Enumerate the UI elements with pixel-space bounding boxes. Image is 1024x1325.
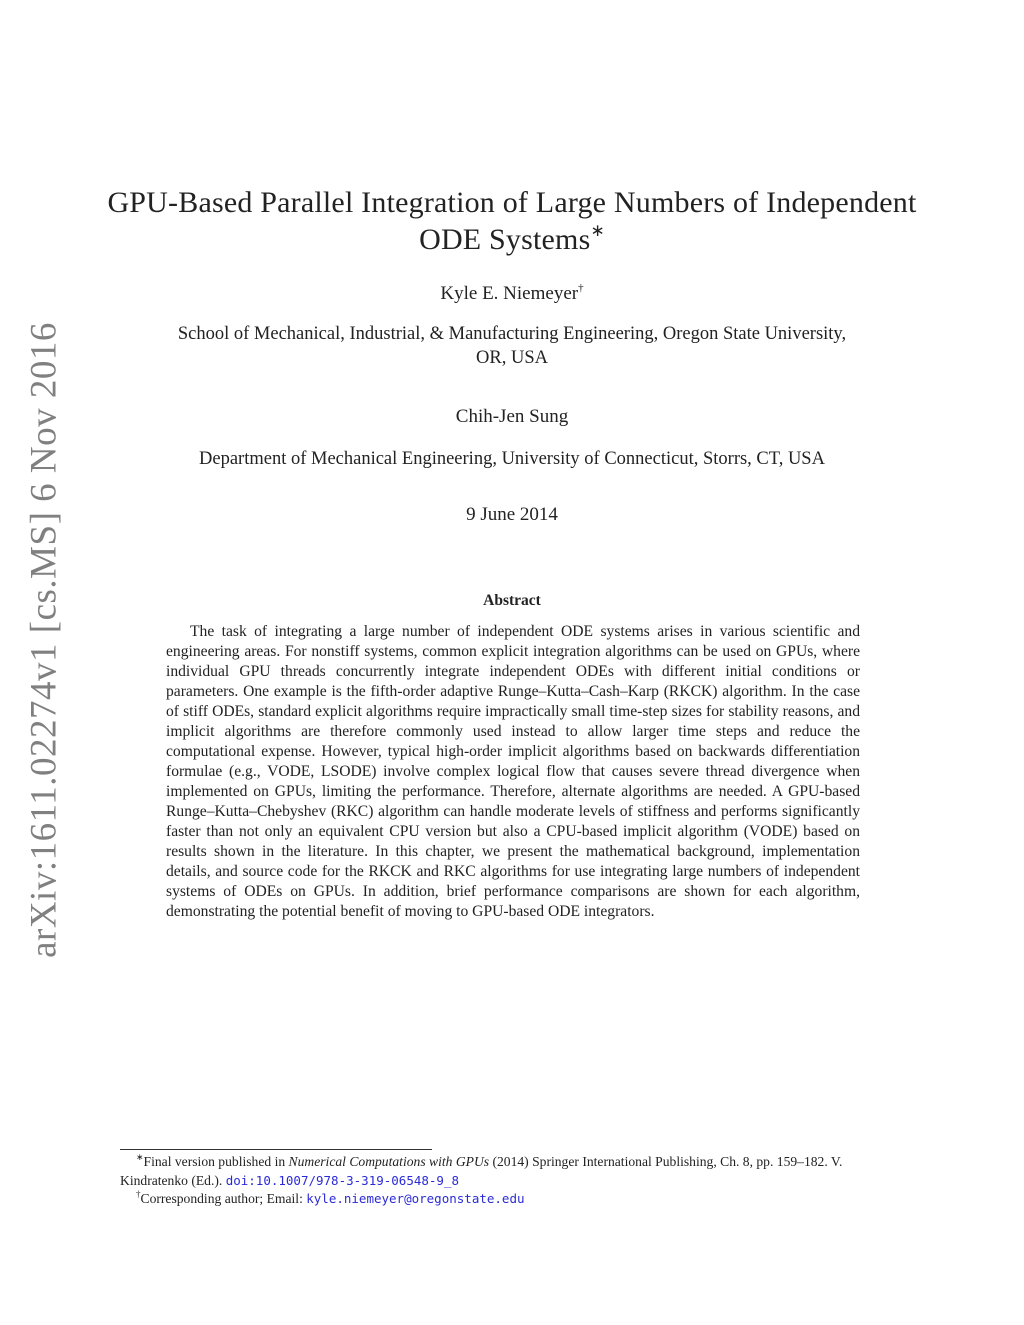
paper-title-line2 (0, 221, 1024, 258)
paper-title (0, 184, 1024, 258)
footnote-1 (120, 1153, 910, 1190)
author-1-name: Kyle E. Niemeyer (440, 283, 579, 304)
footnotes (120, 1153, 910, 1209)
arxiv-stamp-text: arXiv:1611.02274v1 [cs.MS] 6 Nov 2016 (23, 322, 65, 958)
footnote-1-prefix: Final version published in (143, 1154, 289, 1169)
abstract-body: The task of integrating a large number of independent ODE systems arises in various scientific and engineering areas. For nonstiff systems, common explicit integration algorithms can be used on GPUs, where individual GPU threads concurrently integrate independent ODEs with different initial conditions or parameters. One example is the fifth-order adaptive Runge–Kutta–Cash–Karp (RKCK) algorithm. In the case of stiff ODEs, standard explicit algorithms require impractically small time-step sizes for stability reasons, and implicit algorithms are therefore commonly used instead to allow larger time steps and reduce the computational expense. However, typical high-order implicit algorithms based on backwards differentiation formulae (e.g., VODE, LSODE) involve complex logical flow that causes severe thread divergence when implemented on GPUs, limiting the performance. Therefore, alternate algorithms are needed. A GPU-based Runge–Kutta–Chebyshev (RKC) algorithm can handle moderate levels of stiffness and performs significantly faster than not only an equivalent CPU version but also a CPU-based implicit algorithm (VODE) based on results shown in the literature. In this chapter, we present the mathematical background, implementation details, and source code for the RKCK and RKC algorithms for use integrating large numbers of independent systems of ODEs on GPUs. In addition, brief performance comparisons are shown for each algorithm, demonstrating the potential benefit of moving to GPU-based ODE integrators. (166, 623, 860, 920)
author-1 (0, 282, 1024, 306)
email-link[interactable]: kyle.niemeyer@oregonstate.edu (306, 1191, 525, 1206)
footnote-2-prefix: Corresponding author; Email: (140, 1191, 307, 1206)
footnote-1-mark: ∗ (136, 1152, 144, 1162)
author-1-affiliation (120, 322, 904, 370)
author-1-affiliation-line2: OR, USA (476, 348, 548, 368)
paper-title-line1: GPU-Based Parallel Integration of Large Numbers of Independent (107, 186, 917, 219)
footnote-1-book-title: Numerical Computations with GPUs (288, 1154, 490, 1169)
author-2-affiliation: Department of Mechanical Engineering, University of Connecticut, Storrs, CT, USA (199, 449, 825, 469)
paper-date: 9 June 2014 (466, 504, 558, 525)
author-2-name: Chih-Jen Sung (455, 406, 569, 427)
footnote-rule (120, 1149, 432, 1150)
author-1-footnote-mark: † (578, 282, 584, 294)
doi-link[interactable]: doi:10.1007/978-3-319-06548-9_8 (225, 1172, 459, 1188)
author-1-affiliation-line1: School of Mechanical, Industrial, & Manufacturing Engineering, Oregon State University, (177, 324, 847, 344)
footnote-2-mark: † (136, 1189, 141, 1199)
abstract-heading: Abstract (483, 592, 541, 609)
footnote-2 (120, 1190, 910, 1209)
paper-title-line2-text: ODE Systems (419, 223, 591, 256)
title-footnote-mark: ∗ (590, 221, 605, 240)
footnote-1-suffix: (2014) Springer International Publishing, Ch. 8, pp. 159–182. V. Kindratenko (Ed.). (120, 1154, 843, 1188)
